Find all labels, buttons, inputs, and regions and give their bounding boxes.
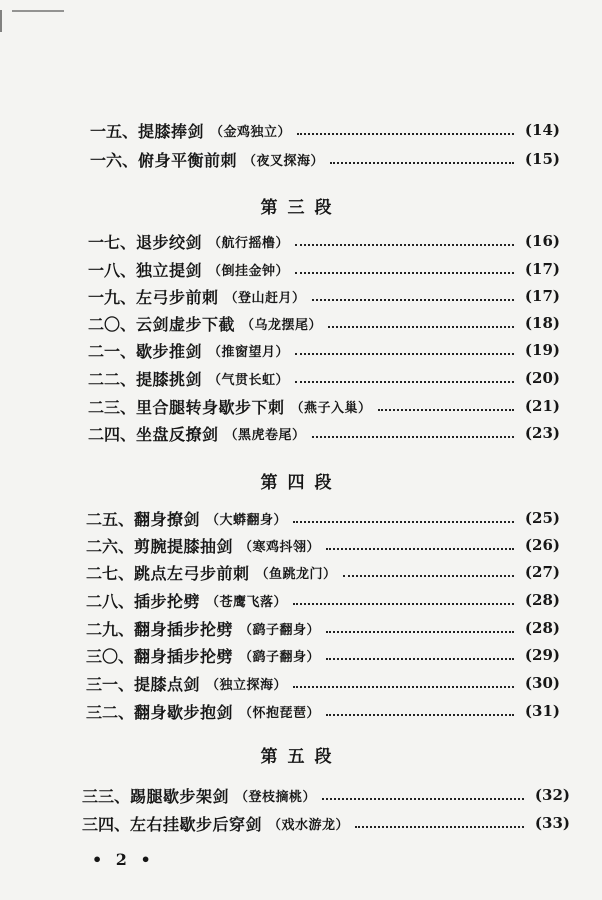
section-heading: 第三段 xyxy=(260,198,342,218)
entry-page-number: (19) xyxy=(524,341,560,359)
toc-entry xyxy=(0,421,560,445)
entry-title: 里合腿转身歇步下刺 xyxy=(136,397,285,417)
entry-subtitle: （大蟒翻身） xyxy=(206,512,288,528)
toc-entry xyxy=(0,616,560,640)
toc-entry xyxy=(0,783,570,807)
entry-number: 二一、 xyxy=(88,341,137,361)
entry-page-number: (33) xyxy=(534,814,570,832)
entry-subtitle: （登枝摘桃） xyxy=(235,789,317,805)
dot-leader xyxy=(355,826,524,828)
entry-number: 二三、 xyxy=(88,397,137,417)
entry-title: 歇步推剑 xyxy=(136,341,203,361)
entry-subtitle: （登山赶月） xyxy=(224,290,306,306)
toc-entry xyxy=(0,671,560,695)
scan-top-line xyxy=(12,10,64,12)
entry-page-number: (23) xyxy=(524,424,560,442)
entry-number: 一五、 xyxy=(90,121,139,141)
entry-subtitle: （独立探海） xyxy=(206,677,288,693)
dot-leader xyxy=(295,381,514,383)
scan-edge-mark xyxy=(0,10,14,32)
entry-page-number: (17) xyxy=(524,260,560,278)
entry-number: 二四、 xyxy=(88,424,137,444)
entry-subtitle: （鹞子翻身） xyxy=(239,622,321,638)
toc-entry xyxy=(0,284,560,308)
dot-leader xyxy=(312,299,514,301)
entry-page-number: (17) xyxy=(524,287,560,305)
page-number-footer: • 2 • xyxy=(92,850,155,869)
toc-entry xyxy=(0,506,560,530)
dot-leader xyxy=(312,436,514,438)
entry-page-number: (29) xyxy=(524,646,560,664)
entry-title: 坐盘反撩剑 xyxy=(136,424,219,444)
entry-title: 俯身平衡前刺 xyxy=(138,150,238,170)
toc-entry xyxy=(0,588,560,612)
entry-page-number: (25) xyxy=(524,509,560,527)
entry-subtitle: （金鸡独立） xyxy=(210,124,292,140)
toc-entry xyxy=(0,338,560,362)
entry-number: 二五、 xyxy=(86,509,135,529)
entry-title: 提膝点剑 xyxy=(134,674,201,694)
toc-entry xyxy=(0,147,560,171)
entry-number: 三二、 xyxy=(86,702,135,722)
toc-entry xyxy=(0,699,560,723)
toc-entry xyxy=(0,643,560,667)
entry-number: 三三、 xyxy=(82,786,131,806)
entry-title: 插步抡劈 xyxy=(134,591,201,611)
entry-number: 二〇、 xyxy=(88,314,137,334)
entry-page-number: (21) xyxy=(524,397,560,415)
entry-page-number: (16) xyxy=(524,232,560,250)
dot-leader xyxy=(343,575,514,577)
entry-number: 一六、 xyxy=(90,150,139,170)
entry-page-number: (20) xyxy=(524,369,560,387)
entry-page-number: (30) xyxy=(524,674,560,692)
entry-subtitle: （怀抱琵琶） xyxy=(239,705,321,721)
entry-subtitle: （寒鸡抖翎） xyxy=(239,539,321,555)
entry-title: 剪腕提膝抽剑 xyxy=(134,536,234,556)
entry-title: 翻身插步抡劈 xyxy=(134,646,234,666)
entry-subtitle: （燕子入巢） xyxy=(290,400,372,416)
entry-subtitle: （倒挂金钟） xyxy=(208,263,290,279)
dot-leader xyxy=(293,686,514,688)
dot-leader xyxy=(378,409,514,411)
toc-entry xyxy=(0,366,560,390)
dot-leader xyxy=(295,244,514,246)
toc-entry xyxy=(0,394,560,418)
dot-leader xyxy=(322,798,524,800)
entry-title: 云剑虚步下截 xyxy=(136,314,236,334)
entry-subtitle: （气贯长虹） xyxy=(208,372,290,388)
entry-title: 翻身歇步抱剑 xyxy=(134,702,234,722)
entry-page-number: (26) xyxy=(524,536,560,554)
entry-title: 踢腿歇步架剑 xyxy=(130,786,230,806)
dot-leader xyxy=(295,353,514,355)
entry-number: 二九、 xyxy=(86,619,135,639)
entry-subtitle: （航行摇橹） xyxy=(208,235,290,251)
entry-title: 左弓步前刺 xyxy=(136,287,219,307)
entry-title: 提膝挑剑 xyxy=(136,369,203,389)
entry-title: 翻身插步抡劈 xyxy=(134,619,234,639)
entry-page-number: (14) xyxy=(524,121,560,139)
entry-subtitle: （推窗望月） xyxy=(208,344,290,360)
entry-number: 二六、 xyxy=(86,536,135,556)
entry-page-number: (28) xyxy=(524,591,560,609)
dot-leader xyxy=(295,272,514,274)
toc-entry xyxy=(0,311,560,335)
entry-subtitle: （夜叉探海） xyxy=(243,153,325,169)
entry-number: 一八、 xyxy=(88,260,137,280)
entry-title: 跳点左弓步前刺 xyxy=(134,563,250,583)
entry-page-number: (27) xyxy=(524,563,560,581)
toc-entry xyxy=(0,229,560,253)
entry-number: 一七、 xyxy=(88,232,137,252)
entry-subtitle: （鱼跳龙门） xyxy=(255,566,337,582)
toc-entry xyxy=(0,533,560,557)
entry-page-number: (15) xyxy=(524,150,560,168)
dot-leader xyxy=(293,521,514,523)
dot-leader xyxy=(297,133,514,135)
dot-leader xyxy=(326,631,514,633)
entry-number: 二八、 xyxy=(86,591,135,611)
section-heading: 第五段 xyxy=(260,747,342,767)
entry-number: 三〇、 xyxy=(86,646,135,666)
entry-page-number: (32) xyxy=(534,786,570,804)
entry-number: 三一、 xyxy=(86,674,135,694)
entry-page-number: (18) xyxy=(524,314,560,332)
dot-leader xyxy=(326,714,514,716)
dot-leader xyxy=(293,603,514,605)
toc-entry xyxy=(0,118,560,142)
entry-subtitle: （黑虎卷尾） xyxy=(224,427,306,443)
entry-subtitle: （戏水游龙） xyxy=(268,817,350,833)
entry-title: 左右挂歇步后穿剑 xyxy=(130,814,263,834)
entry-subtitle: （鹞子翻身） xyxy=(239,649,321,665)
entry-subtitle: （乌龙摆尾） xyxy=(241,317,323,333)
entry-title: 翻身撩剑 xyxy=(134,509,201,529)
toc-entry xyxy=(0,257,560,281)
entry-number: 二二、 xyxy=(88,369,137,389)
entry-number: 二七、 xyxy=(86,563,135,583)
toc-entry xyxy=(0,811,570,835)
entry-page-number: (31) xyxy=(524,702,560,720)
entry-subtitle: （苍鹰飞落） xyxy=(206,594,288,610)
entry-number: 三四、 xyxy=(82,814,131,834)
dot-leader xyxy=(330,162,514,164)
entry-title: 退步绞剑 xyxy=(136,232,203,252)
section-heading: 第四段 xyxy=(260,473,342,493)
entry-number: 一九、 xyxy=(88,287,137,307)
entry-title: 提膝捧剑 xyxy=(138,121,205,141)
entry-title: 独立提剑 xyxy=(136,260,203,280)
dot-leader xyxy=(326,658,514,660)
entry-page-number: (28) xyxy=(524,619,560,637)
dot-leader xyxy=(328,326,514,328)
dot-leader xyxy=(326,548,514,550)
toc-entry xyxy=(0,560,560,584)
